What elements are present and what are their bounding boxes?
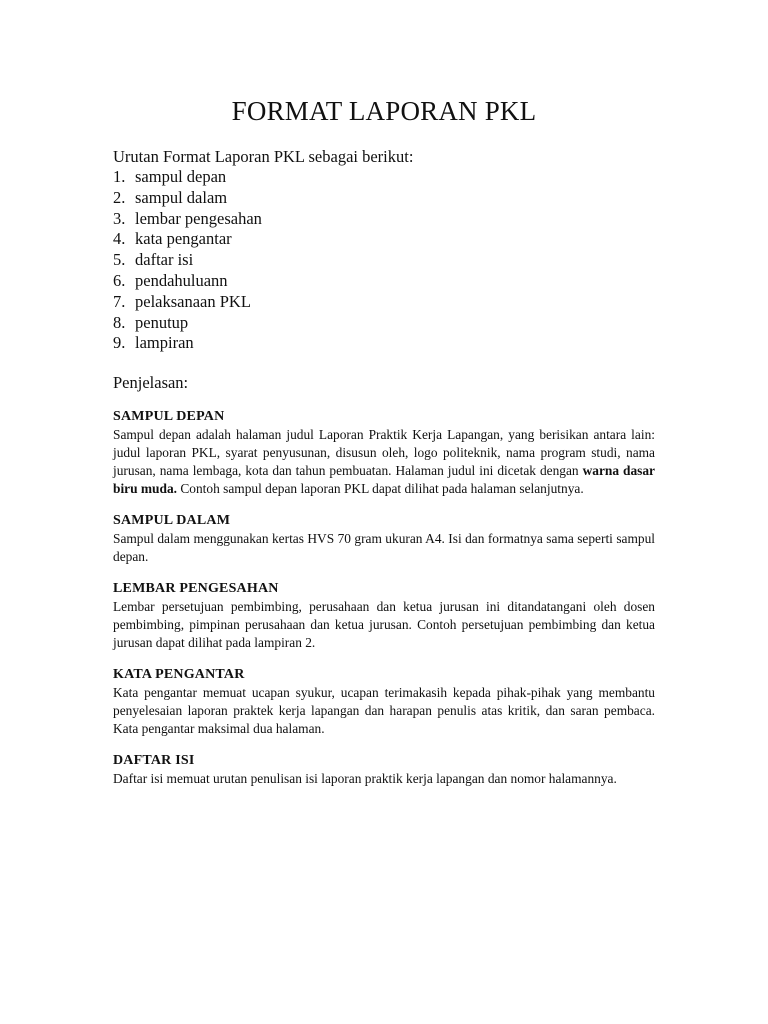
list-item-label: lembar pengesahan [135, 208, 262, 228]
section-heading: KATA PENGANTAR [113, 667, 245, 683]
list-item [113, 229, 655, 250]
explanation-heading: Penjelasan: [113, 373, 189, 393]
list-item [113, 167, 655, 188]
list-item-label: pelaksanaan PKL [135, 291, 251, 311]
list-item [113, 250, 655, 271]
document-content [113, 0, 655, 788]
section-bold-text: warna dasar biru muda. [113, 463, 656, 497]
list-item-number: 2. [113, 187, 126, 207]
list-item-label: sampul depan [135, 167, 227, 186]
section-lembar-pengesahan [113, 580, 655, 652]
list-item [113, 271, 655, 292]
list-item-number: 4. [113, 229, 126, 249]
list-item [113, 188, 655, 209]
section-sampul-dalam [113, 512, 655, 566]
section-body [113, 426, 655, 498]
list-item-number: 9. [113, 333, 126, 353]
list-item [113, 333, 655, 354]
section-body: Lembar persetujuan pembimbing, perusahaan dan ketua jurusan ini ditandatangani oleh dosen pembimbing, pimpinan perusahaan dan ketua jurusan. Contoh persetujuan pembimbing dan ketua jurusan dapat dilihat pada lampiran 2. [113, 599, 655, 651]
section-sampul-depan [113, 408, 655, 498]
list-item [113, 313, 655, 334]
list-item-label: lampiran [135, 333, 194, 353]
list-item-label: penutup [135, 312, 189, 332]
list-item-number: 5. [113, 250, 126, 270]
page-title: FORMAT LAPORAN PKL [231, 96, 537, 126]
section-heading: SAMPUL DALAM [113, 513, 231, 529]
section-text: Contoh sampul depan laporan PKL dapat dilihat pada halaman selanjutnya. [177, 481, 584, 497]
section-daftar-isi [113, 752, 655, 788]
section-heading: DAFTAR ISI [113, 753, 195, 769]
section-body: Kata pengantar memuat ucapan syukur, ucapan terimakasih kepada pihak-pihak yang membantu penyelesaian laporan praktek kerja lapangan dan harapan penulis atas kritik, dan saran pembaca. Kata pengantar maksimal dua halaman. [113, 685, 655, 737]
section-kata-pengantar [113, 666, 655, 738]
list-item-number: 3. [113, 208, 126, 228]
list-item-label: daftar isi [135, 250, 194, 270]
section-heading: SAMPUL DEPAN [113, 409, 225, 425]
list-item [113, 292, 655, 313]
list-item [113, 209, 655, 230]
list-item-label: kata pengantar [135, 229, 232, 249]
intro-text: Urutan Format Laporan PKL sebagai berikut: [113, 147, 414, 166]
format-order-list [113, 167, 655, 354]
section-text: Sampul depan adalah halaman judul Laporan Praktik Kerja Lapangan, yang berisikan antara lain: judul laporan PKL, syarat penyusunan, disusun oleh, logo politeknik, nama program studi, nama jurusan, nama lembaga, kota dan tahun pembuatan. Halaman judul ini dicetak dengan [113, 427, 655, 479]
list-item-number: 6. [113, 270, 126, 290]
section-body: Sampul dalam menggunakan kertas HVS 70 gram ukuran A4. Isi dan formatnya sama seperti sampul depan. [113, 531, 655, 565]
list-item-label: pendahuluann [135, 270, 228, 290]
list-item-label: sampul dalam [135, 187, 228, 207]
section-heading: LEMBAR PENGESAHAN [113, 581, 279, 597]
section-body: Daftar isi memuat urutan penulisan isi laporan praktik kerja lapangan dan nomor halamannya. [113, 771, 617, 787]
list-item-number: 8. [113, 312, 126, 332]
list-item-number: 1. [113, 167, 126, 186]
list-item-number: 7. [113, 291, 126, 311]
